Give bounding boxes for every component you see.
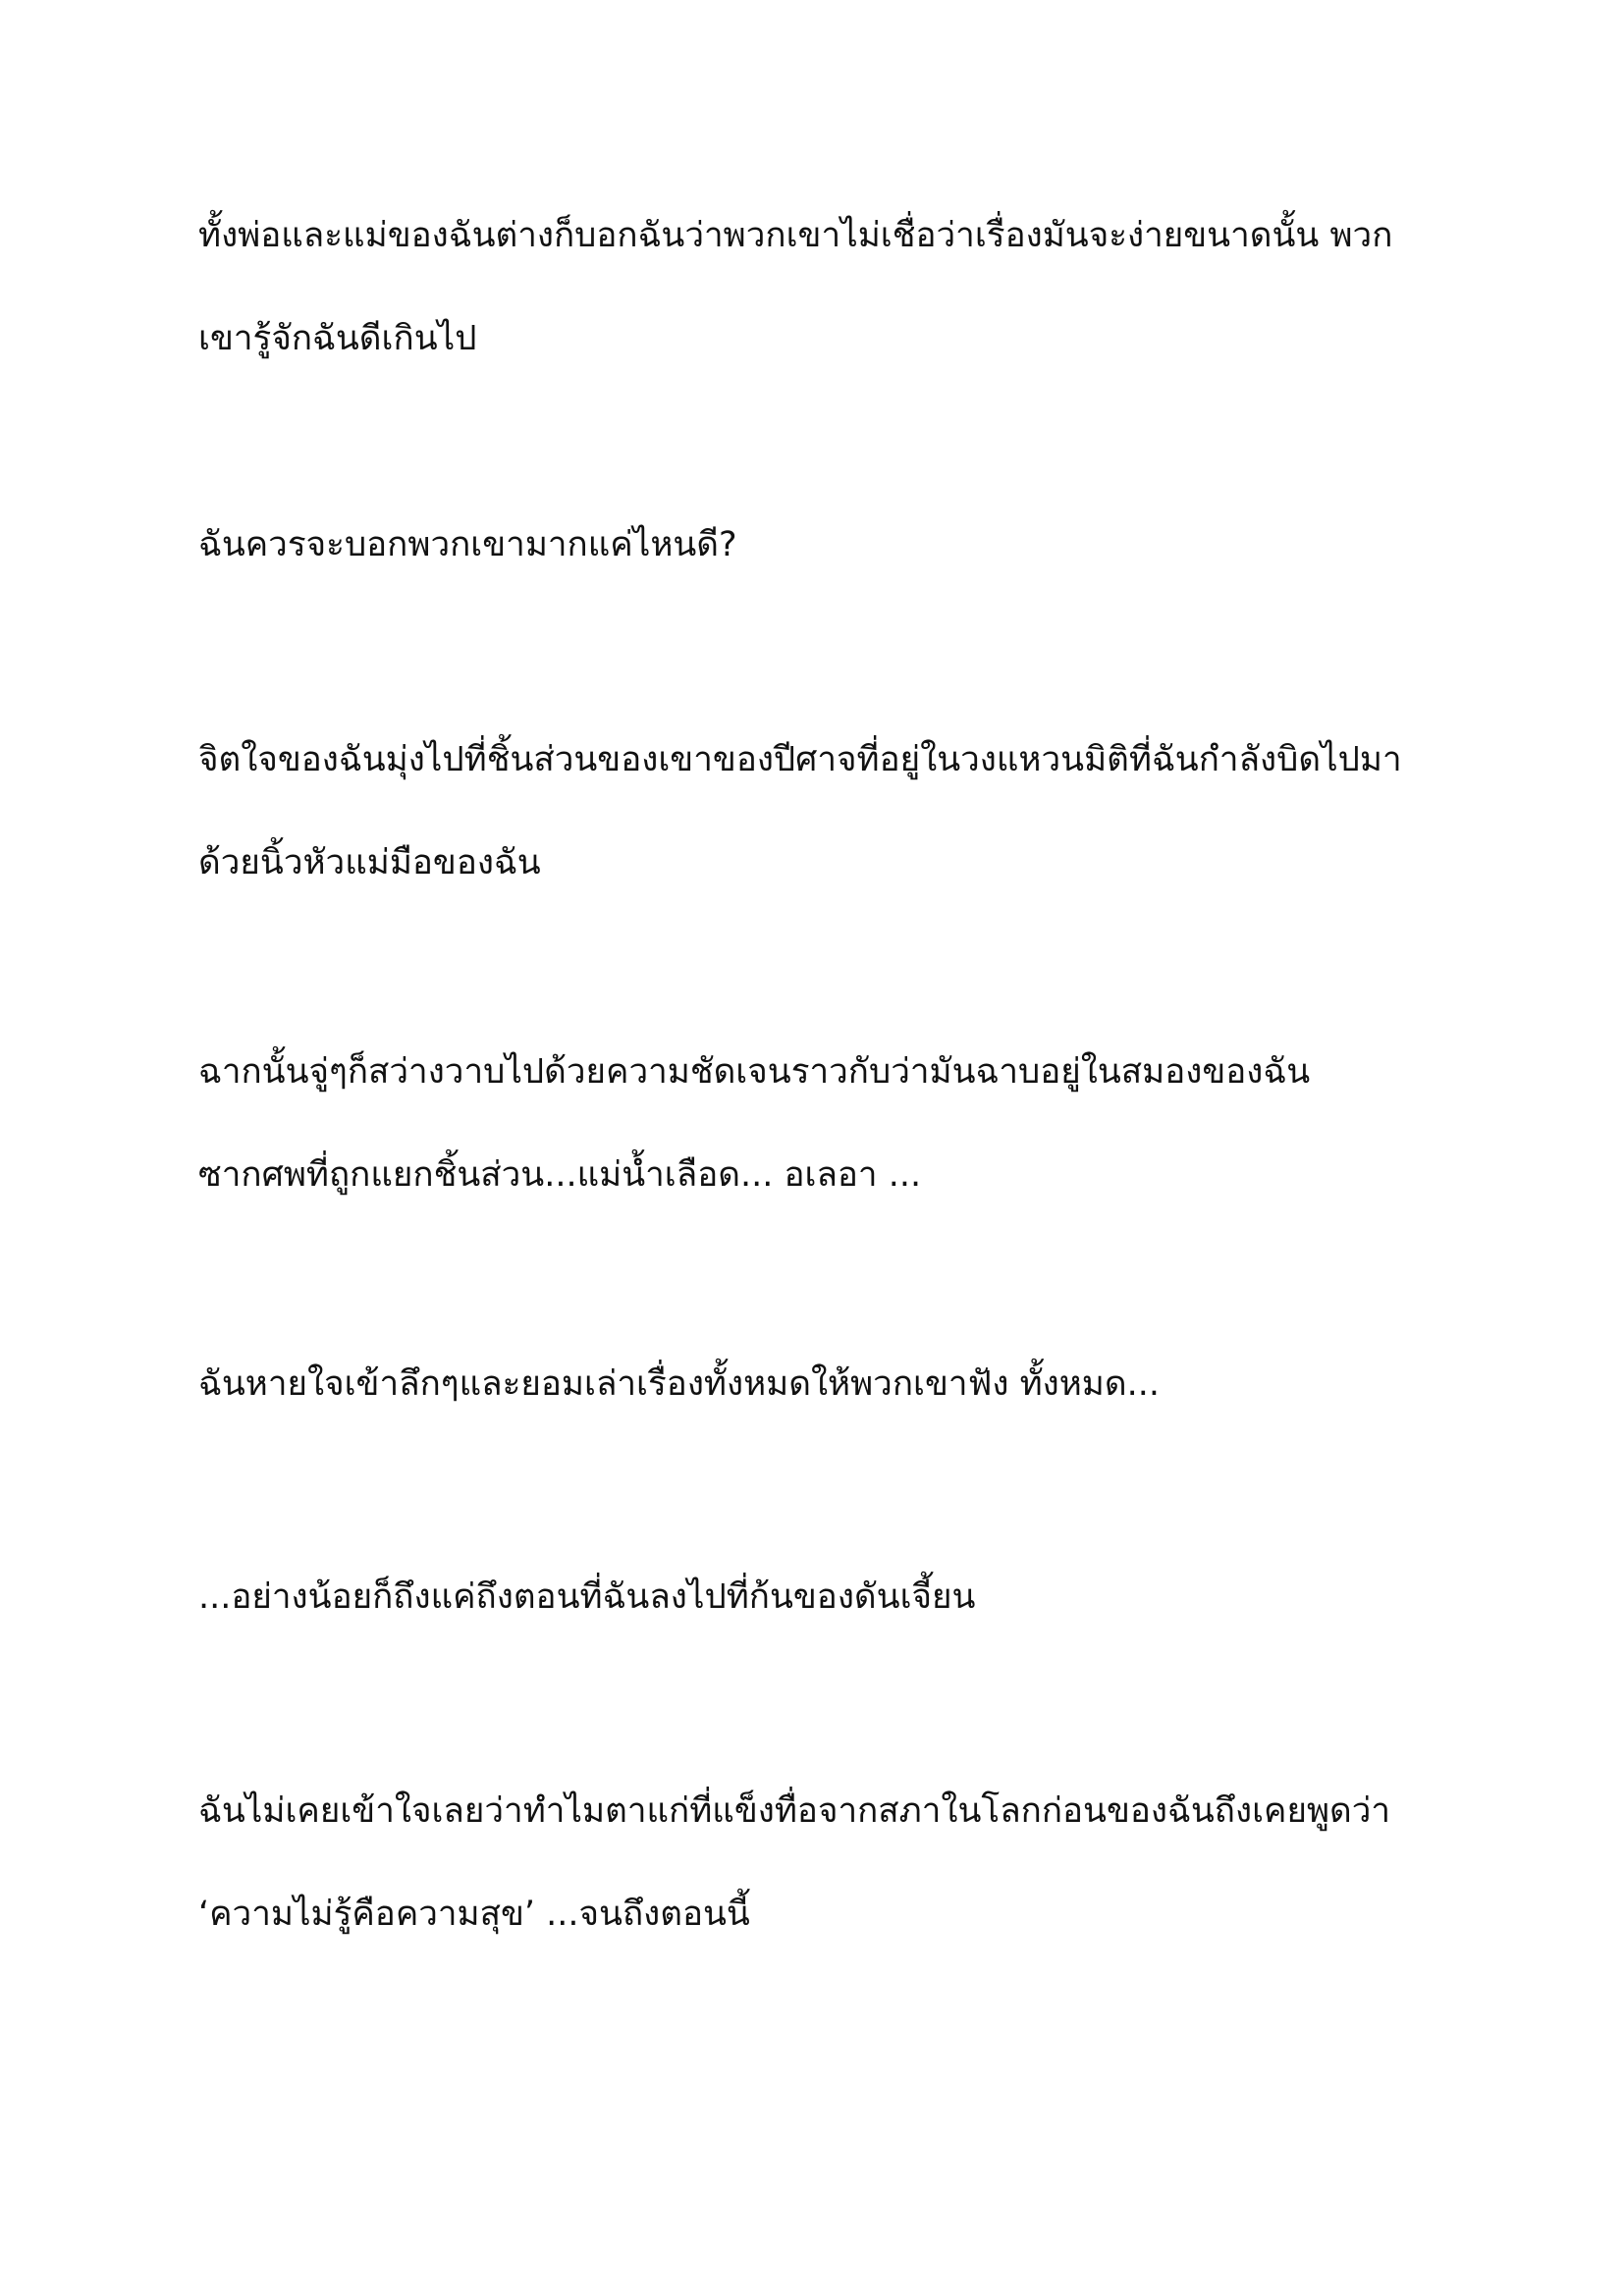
paragraph-2-line-1: ฉันควรจะบอกพวกเขามากแค่ไหนดี? xyxy=(198,525,737,564)
paragraph-1-line-1: ทั้งพ่อและแม่ของฉันต่างก็บอกฉันว่าพวกเขาไม่เชื่อว่าเรื่องมันจะง่ายขนาดนั้น พวก xyxy=(198,216,1393,255)
paragraph-7 xyxy=(198,1760,1426,1966)
paragraph-6 xyxy=(198,1546,1426,1649)
paragraph-5 xyxy=(198,1333,1426,1436)
paragraph-4 xyxy=(198,1021,1426,1227)
paragraph-2 xyxy=(198,494,1426,597)
paragraph-3-line-1: จิตใจของฉันมุ่งไปที่ชิ้นส่วนของเขาของปีศาจที่อยู่ในวงแหวนมิติที่ฉันกำลังบิดไปมา xyxy=(198,740,1402,779)
paragraph-5-line-1: ฉันหายใจเข้าลึกๆและยอมเล่าเรื่องทั้งหมดให้พวกเขาฟัง ทั้งหมด... xyxy=(198,1364,1160,1404)
paragraph-7-line-2: ‘ความไม่รู้คือความสุข’ ...จนถึงตอนนี้ xyxy=(198,1895,750,1934)
paragraph-1 xyxy=(198,185,1426,391)
paragraph-3-line-2: ด้วยนิ้วหัวแม่มือของฉัน xyxy=(198,843,541,882)
paragraph-4-line-2: ซากศพที่ถูกแยกชิ้นส่วน...แม่น้ำเลือด... อเลอา ... xyxy=(198,1155,922,1195)
paragraph-1-line-2: เขารู้จักฉันดีเกินไป xyxy=(198,319,477,358)
paragraph-3 xyxy=(198,709,1426,915)
paragraph-4-line-1: ฉากนั้นจู่ๆก็สว่างวาบไปด้วยความชัดเจนราวกับว่ามันฉาบอยู่ในสมองของฉัน xyxy=(198,1052,1311,1092)
paragraph-7-line-1: ฉันไม่เคยเข้าใจเลยว่าทำไมตาแก่ที่แข็งทื่อจากสภาในโลกก่อนของฉันถึงเคยพูดว่า xyxy=(198,1791,1391,1831)
paragraph-6-line-1: ...อย่างน้อยก็ถึงแค่ถึงตอนที่ฉันลงไปที่ก้นของดันเจี้ยน xyxy=(198,1577,976,1617)
